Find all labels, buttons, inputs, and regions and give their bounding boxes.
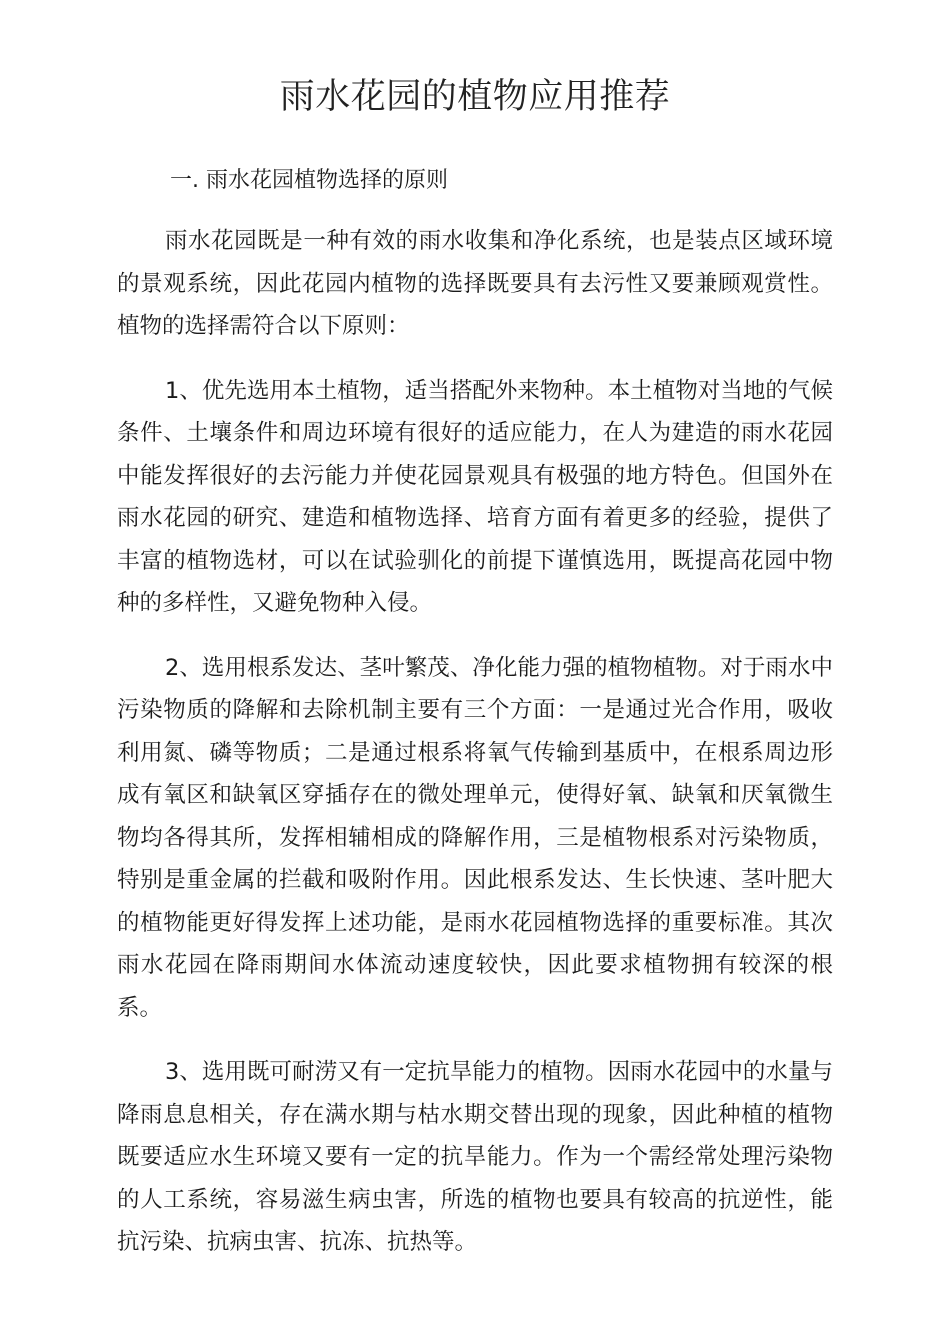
paragraph-intro: 雨水花园既是一种有效的雨水收集和净化系统，也是装点区域环境的景观系统，因此花园内植物的选择既要具有去污性又要兼顾观赏性。植物的选择需符合以下原则： — [117, 228, 833, 339]
paragraph-principle-1: 1、优先选用本土植物，适当搭配外来物种。本土植物对当地的气候条件、土壤条件和周边环境有很好的适应能力，在人为建造的雨水花园中能发挥很好的去污能力并使花园景观具有极强的地方特色。但国外在雨水花园的研究、建造和植物选择、培育方面有着更多的经验，提供了丰富的植物选材，可以在试验驯化的前提下谨慎选用，既提高花园中物种的多样性，又避免物种入侵。 — [117, 377, 833, 616]
document-title: 雨水花园的植物应用推荐 — [279, 77, 671, 117]
section-heading: 一. 雨水花园植物选择的原则 — [170, 168, 448, 193]
paragraph-principle-2: 2、选用根系发达、茎叶繁茂、净化能力强的植物植物。对于雨水中污染物质的降解和去除机制主要有三个方面：一是通过光合作用，吸收利用氮、磷等物质；二是通过根系将氧气传输到基质中，在根系周边形成有氧区和缺氧区穿插存在的微处理单元，使得好氧、缺氧和厌氧微生物均各得其所，发挥相辅相成的降解作用，三是植物根系对污染物质，特别是重金属的拦截和吸附作用。因此根系发达、生长快速、茎叶肥大的植物能更好得发挥上述功能，是雨水花园植物选择的重要标准。其次雨水花园在降雨期间水体流动速度较快，因此要求植物拥有较深的根系。 — [117, 654, 833, 1021]
paragraph-principle-3: 3、选用既可耐涝又有一定抗旱能力的植物。因雨水花园中的水量与降雨息息相关，存在满水期与枯水期交替出现的现象，因此种植的植物既要适应水生环境又要有一定的抗旱能力。作为一个需经常处理污染物的人工系统，容易滋生病虫害，所选的植物也要具有较高的抗逆性，能抗污染、抗病虫害、抗冻、抗热等。 — [117, 1059, 833, 1255]
